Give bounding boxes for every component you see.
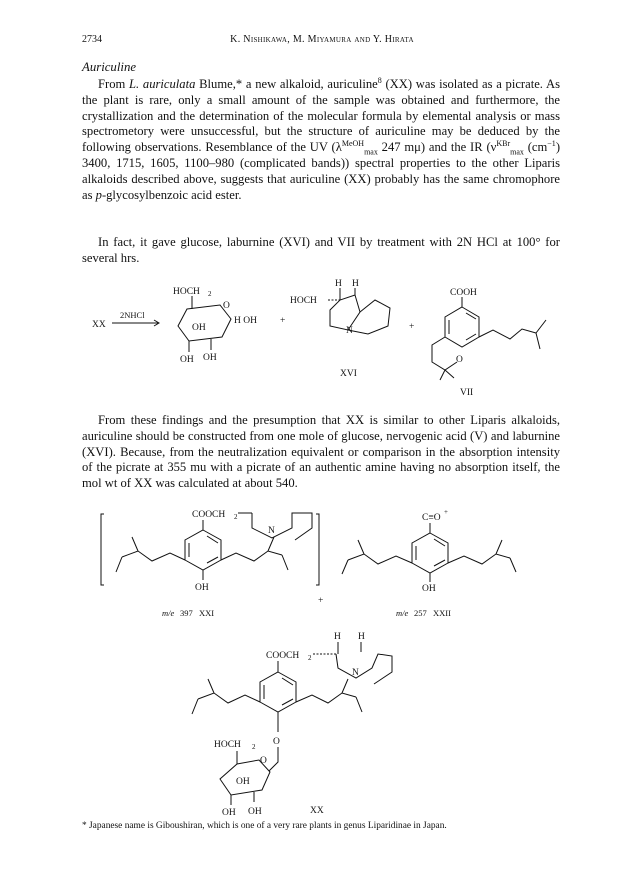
compound-label-xxi: XXI bbox=[199, 608, 215, 618]
svg-text:N: N bbox=[346, 326, 353, 336]
svg-text:HOCH: HOCH bbox=[214, 740, 241, 750]
svg-text:OH: OH bbox=[222, 808, 236, 818]
reagent-label: 2NHCl bbox=[120, 310, 145, 320]
svg-text:N: N bbox=[268, 526, 275, 536]
hydrolysis-scheme bbox=[92, 279, 546, 398]
svg-text:O: O bbox=[223, 301, 230, 311]
running-authors: K. Nishikawa, M. Miyamura and Y. Hirata bbox=[230, 34, 414, 45]
laburnine-structure bbox=[290, 279, 390, 379]
svg-text:H: H bbox=[334, 632, 341, 642]
svg-text:H OH: H OH bbox=[234, 316, 257, 326]
compound-label-xxii: XXII bbox=[433, 608, 451, 618]
svg-text:H: H bbox=[335, 279, 342, 289]
mass-fragment-scheme bbox=[101, 508, 516, 618]
svg-text:C≡O: C≡O bbox=[422, 513, 441, 523]
svg-text:+: + bbox=[318, 596, 324, 606]
svg-text:H: H bbox=[358, 632, 365, 642]
page-number: 2734 bbox=[82, 34, 102, 45]
compound-label-xx: XX bbox=[310, 806, 324, 816]
species-name: L. auriculata bbox=[129, 77, 196, 91]
paragraph-1: From L. auriculata Blume,* a new alkaloid, auriculine$^8$ (XX) was isolated as a picrate. As the plant is rare, only a small amount of the sample was obtained and furthermore, the crystallization and the determination of the molecular formula by elemental analysis or mass spectrometory were unsuccessful, but the structure of auriculine may be deduced by the following observations. Resemblance of the UV ($\lambda^{MeOH}_{max}$ 247 mμ) and the IR ($\nu^{KBr}_{max}$ $(cm^{-1})$ 3400, 1715, 1605, 1100–980 (complicated bands)) spectral properties to the other Liparis alkaloids described above, suggests that auriculine (XX) probably has the same chromophore as p-glycosylbenzoic acid ester. bbox=[82, 75, 561, 202]
footnote-text: Japanese name is Giboushiran, which is one of a very rare plants in genus Liparidinae in Japan. bbox=[86, 821, 447, 831]
svg-text:2: 2 bbox=[234, 513, 238, 521]
reactant-label: XX bbox=[92, 320, 106, 330]
svg-text:COOCH: COOCH bbox=[266, 651, 300, 661]
auriculine-structure bbox=[192, 632, 392, 818]
svg-text:+: + bbox=[409, 322, 415, 332]
fragment-xxii-structure bbox=[342, 508, 516, 618]
svg-text:+: + bbox=[444, 508, 448, 516]
fragment-xxi-structure bbox=[116, 510, 312, 618]
svg-text:OH: OH bbox=[195, 583, 209, 593]
svg-text:OH: OH bbox=[203, 353, 217, 363]
glucose-structure bbox=[173, 287, 257, 365]
compound-vii-structure bbox=[432, 288, 546, 398]
svg-text:397: 397 bbox=[180, 608, 193, 618]
svg-text:OH: OH bbox=[422, 584, 436, 594]
svg-text:HOCH: HOCH bbox=[290, 296, 317, 306]
paragraph-2: In fact, it gave glucose, laburnine (XVI) and VII by treatment with 2N HCl at 100° for several hrs. bbox=[82, 235, 560, 265]
svg-text:m/e: m/e bbox=[162, 608, 175, 618]
svg-text:HOCH: HOCH bbox=[173, 287, 200, 297]
footnote-marker: * bbox=[82, 821, 87, 831]
paragraph-3: From these findings and the presumption that XX is similar to other Liparis alkaloids, auriculine should be constructed from one mole of glucose, nervogenic acid (V) and laburnine (XVI). Because, from the neutralization equivalent or comparison in the absorption intensity of the picrate at 355 mu with a picrate of an authentic amine having no absorption itself, the mol wt of XX was calculated at about 540. bbox=[82, 413, 560, 491]
svg-text:OH: OH bbox=[236, 777, 250, 787]
reference-mark: 8 bbox=[377, 75, 382, 85]
footnote bbox=[82, 821, 562, 831]
svg-text:2: 2 bbox=[252, 743, 256, 751]
compound-label-vii: VII bbox=[460, 388, 474, 398]
compound-label-xvi: XVI bbox=[340, 369, 357, 379]
svg-text:COOCH: COOCH bbox=[192, 510, 226, 520]
svg-text:2: 2 bbox=[308, 654, 312, 662]
svg-text:O: O bbox=[260, 756, 267, 766]
svg-text:OH: OH bbox=[248, 807, 262, 817]
svg-text:H: H bbox=[352, 279, 359, 289]
svg-text:OH: OH bbox=[180, 355, 194, 365]
svg-text:OH: OH bbox=[192, 323, 206, 333]
svg-text:COOH: COOH bbox=[450, 288, 477, 298]
svg-text:N: N bbox=[352, 668, 359, 678]
svg-text:O: O bbox=[456, 355, 463, 365]
section-title: Auriculine bbox=[82, 60, 137, 74]
svg-text:2: 2 bbox=[208, 290, 212, 298]
svg-text:257: 257 bbox=[414, 608, 427, 618]
svg-text:O: O bbox=[273, 737, 280, 747]
svg-text:m/e: m/e bbox=[396, 608, 409, 618]
plus-sign: + bbox=[280, 316, 286, 326]
